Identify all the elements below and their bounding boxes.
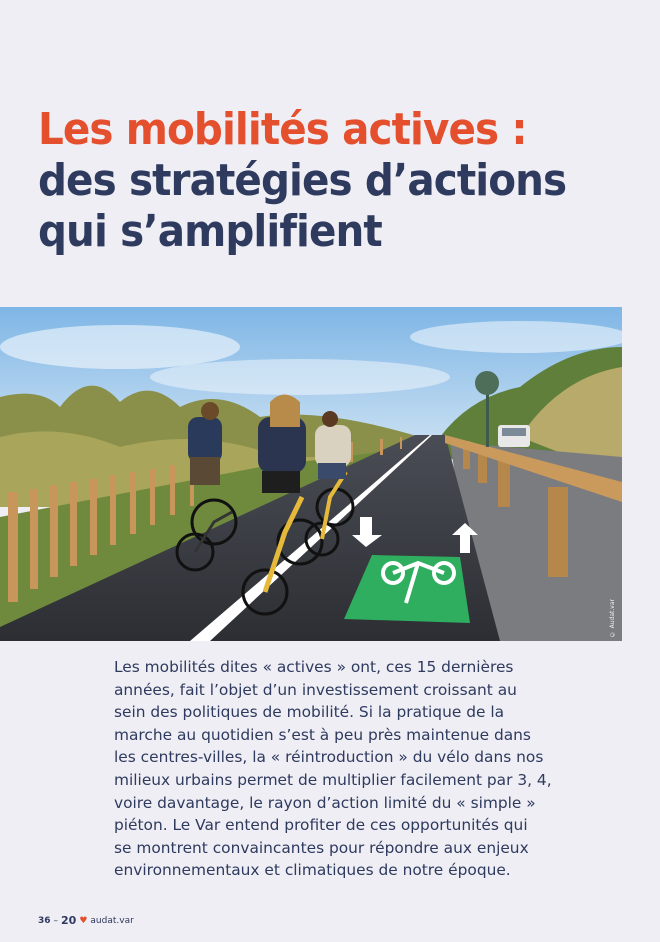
- body-line: voire davantage, le rayon d’action limité du « simple »: [114, 793, 536, 812]
- page-title: [38, 104, 590, 257]
- cycling-photo: [0, 307, 622, 641]
- photo-credit: © Audat.var: [609, 598, 616, 637]
- body-line: sein des politiques de mobilité. Si la pratique de la: [114, 703, 505, 722]
- title-line-1: Les mobilités actives :: [38, 104, 527, 155]
- title-line-2: des stratégies d’actions: [38, 155, 567, 206]
- body-line: années, fait l’objet d’un investissement croissant au: [114, 680, 517, 699]
- title-line-3: qui s’amplifient: [38, 206, 382, 257]
- body-line: se montrent convaincantes pour répondre aux enjeux: [114, 838, 529, 857]
- body-line: les centres-villes, la « réintroduction » du vélo dans nos: [114, 748, 544, 767]
- footer-year: 20: [61, 914, 77, 927]
- article-intro: [114, 656, 624, 882]
- heart-icon: ♥: [79, 915, 88, 926]
- footer-separator: –: [53, 915, 59, 926]
- cycling-photo-illustration: [0, 307, 622, 641]
- page-footer: [38, 914, 134, 927]
- body-line: milieux urbains permet de multiplier facilement par 3, 4,: [114, 770, 552, 789]
- page-number: 36: [38, 915, 51, 926]
- body-line: environnementaux et climatiques de notre époque.: [114, 861, 511, 880]
- brand-name: audat.var: [90, 915, 134, 926]
- body-line: marche au quotidien s’est à peu près maintenue dans: [114, 725, 531, 744]
- body-line: Les mobilités dites « actives » ont, ces 15 dernières: [114, 658, 514, 676]
- body-line: piéton. Le Var entend profiter de ces opportunités qui: [114, 816, 528, 835]
